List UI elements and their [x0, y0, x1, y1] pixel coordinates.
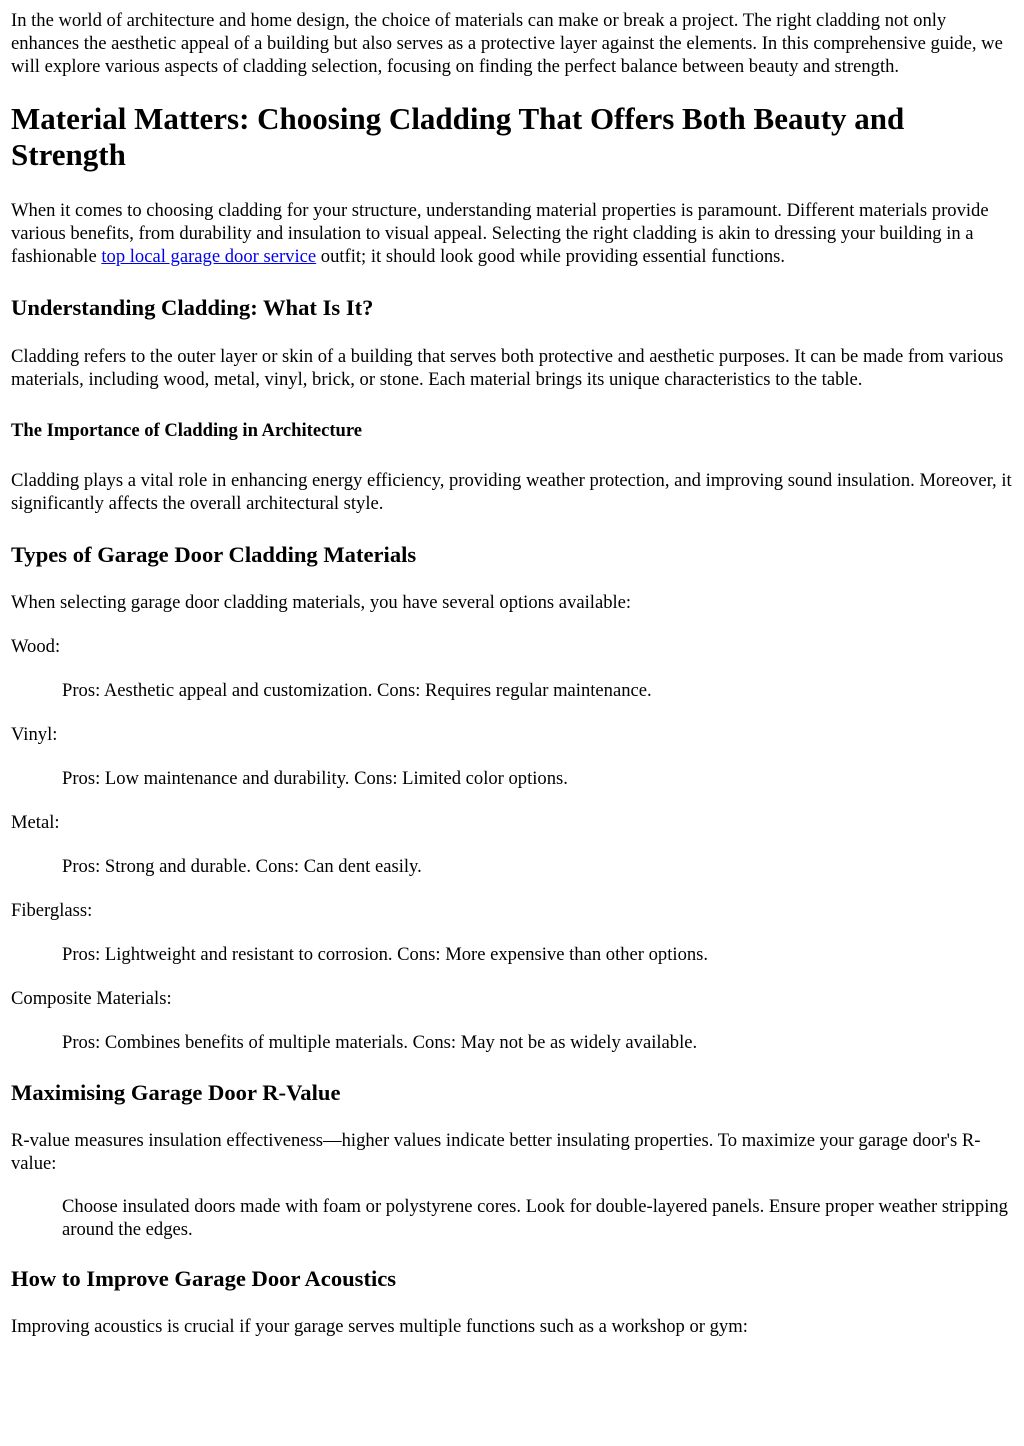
material-description: Pros: Strong and durable. Cons: Can dent easily.	[62, 856, 422, 877]
page-title: Material Matters: Choosing Cladding That Offers Both Beauty and Strength	[11, 101, 905, 172]
section-heading-rvalue: Maximising Garage Door R-Value	[11, 1080, 341, 1105]
section-heading-acoustics: How to Improve Garage Door Acoustics	[11, 1266, 397, 1291]
material-name: Wood:	[11, 636, 61, 657]
material-description: Pros: Aesthetic appeal and customization. Cons: Requires regular maintenance.	[62, 680, 652, 701]
understanding-paragraph: Cladding refers to the outer layer or skin of a building that serves both protective and aesthetic purposes. It can be made from various materials, including wood, metal, vinyl, brick, or stone. Each material brings its unique characteristics to the table.	[11, 346, 1004, 390]
material-name: Vinyl:	[11, 724, 58, 745]
material-description: Pros: Low maintenance and durability. Cons: Limited color options.	[62, 768, 568, 789]
material-description: Pros: Lightweight and resistant to corrosion. Cons: More expensive than other options.	[62, 944, 709, 965]
rvalue-paragraph: R-value measures insulation effectiveness—higher values indicate better insulating properties. To maximize your garage door's R-value:	[11, 1130, 981, 1174]
rvalue-tips: Choose insulated doors made with foam or polystyrene cores. Look for double-layered panels. Ensure proper weather stripping around the edges.	[62, 1196, 1008, 1240]
section-heading-importance: The Importance of Cladding in Architecture	[11, 420, 363, 441]
garage-door-service-link[interactable]: top local garage door service	[101, 246, 317, 267]
paragraph-text-after-link: outfit; it should look good while providing essential functions.	[316, 246, 786, 267]
acoustics-paragraph: Improving acoustics is crucial if your garage serves multiple functions such as a workshop or gym:	[11, 1316, 748, 1337]
section-heading-understanding: Understanding Cladding: What Is It?	[11, 295, 374, 320]
materials-list	[11, 635, 1013, 1054]
section-heading-types: Types of Garage Door Cladding Materials	[11, 542, 417, 567]
material-name: Metal:	[11, 812, 60, 833]
intro-cladding-paragraph	[11, 199, 1013, 268]
material-name: Composite Materials:	[11, 988, 172, 1009]
material-description: Pros: Combines benefits of multiple materials. Cons: May not be as widely available.	[62, 1032, 698, 1053]
importance-paragraph: Cladding plays a vital role in enhancing energy efficiency, providing weather protection, and improving sound insulation. Moreover, it significantly affects the overall architectural style.	[11, 470, 1012, 514]
types-paragraph: When selecting garage door cladding materials, you have several options available:	[11, 592, 632, 613]
material-name: Fiberglass:	[11, 900, 93, 921]
paragraph-text-before-link: When it comes to choosing cladding for your structure, understanding material properties is paramount. Different materials provide various benefits, from durability and insulation to visual appeal. Selecting the right cladding is akin to dressing your building in a fashionable	[11, 200, 989, 267]
intro-paragraph: In the world of architecture and home design, the choice of materials can make or break a project. The right cladding not only enhances the aesthetic appeal of a building but also serves as a protective layer against the elements. In this comprehensive guide, we will explore various aspects of cladding selection, focusing on finding the perfect balance between beauty and strength.	[11, 10, 1003, 77]
